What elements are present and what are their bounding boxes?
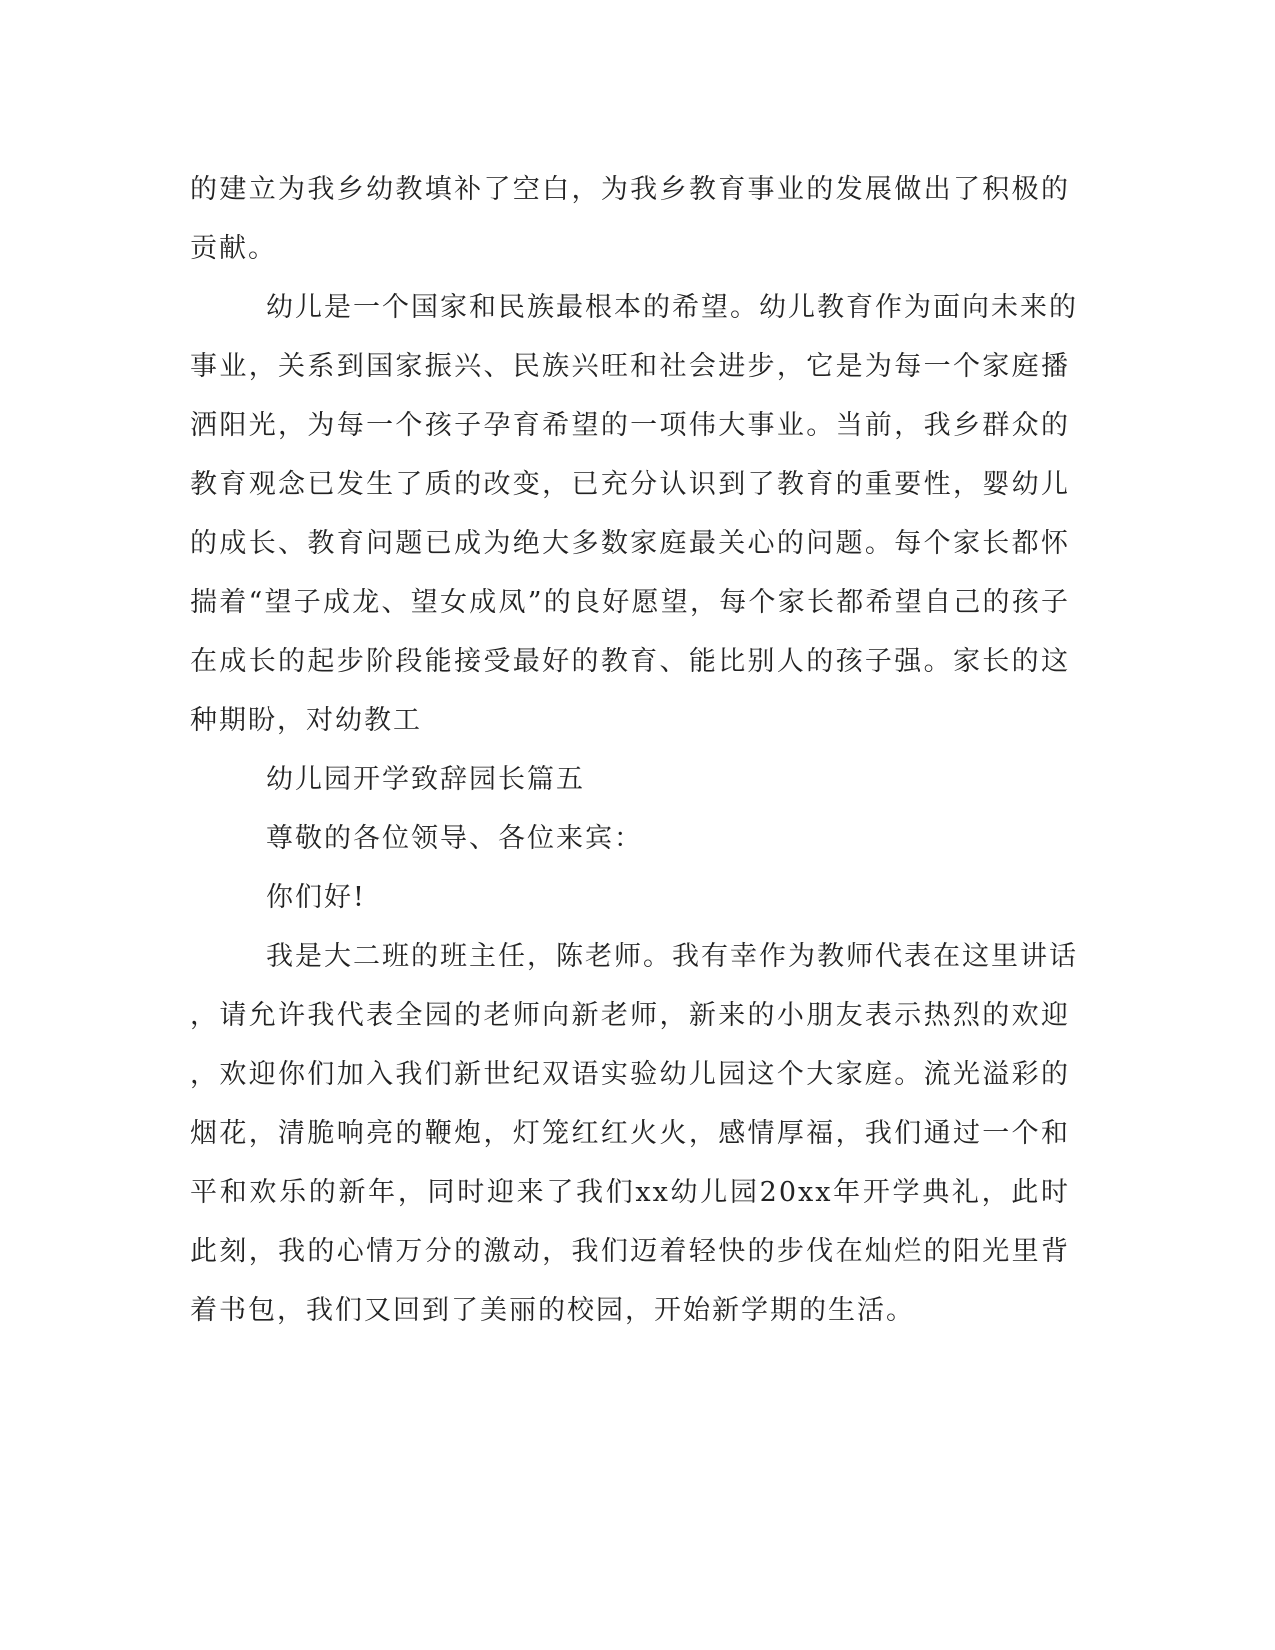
text-line: 的建立为我乡幼教填补了空白，为我乡教育事业的发展做出了积极的 [190, 174, 1070, 205]
paragraph-first-line: 幼儿是一个国家和民族最根本的希望。幼儿教育作为面向未来的 [266, 292, 1078, 323]
section-heading: 幼儿园开学致辞园长篇五 [266, 764, 585, 795]
text-line: ，欢迎你们加入我们新世纪双语实验幼儿园这个大家庭。流光溢彩的 [190, 1059, 1070, 1090]
text-line: 着书包，我们又回到了美丽的校园，开始新学期的生活。 [190, 1295, 915, 1326]
text-line: 烟花，清脆响亮的鞭炮，灯笼红红火火，感情厚福，我们通过一个和 [190, 1118, 1070, 1149]
document-body [190, 160, 1078, 1340]
text-line: 在成长的起步阶段能接受最好的教育、能比别人的孩子强。家长的这 [190, 646, 1070, 677]
text-line: 贡献。 [190, 233, 277, 264]
text-line: 教育观念已发生了质的改变，已充分认识到了教育的重要性，婴幼儿 [190, 469, 1070, 500]
paragraph-first-line: 我是大二班的班主任，陈老师。我有幸作为教师代表在这里讲话 [266, 941, 1078, 972]
text-line: ，请允许我代表全园的老师向新老师，新来的小朋友表示热烈的欢迎 [190, 1000, 1070, 1031]
text-line: 此刻，我的心情万分的激动，我们迈着轻快的步伐在灿烂的阳光里背 [190, 1236, 1070, 1267]
text-line: 洒阳光，为每一个孩子孕育希望的一项伟大事业。当前，我乡群众的 [190, 410, 1070, 441]
text-line: 平和欢乐的新年，同时迎来了我们xx幼儿园20xx年开学典礼，此时 [190, 1177, 1070, 1208]
text-line: 种期盼，对幼教工 [190, 705, 422, 736]
text-line: 揣着“望子成龙、望女成凤”的良好愿望，每个家长都希望自己的孩子 [190, 587, 1070, 618]
salutation: 尊敬的各位领导、各位来宾： [266, 823, 643, 854]
text-line: 事业，关系到国家振兴、民族兴旺和社会进步，它是为每一个家庭播 [190, 351, 1070, 382]
greeting: 你们好! [266, 882, 366, 913]
text-line: 的成长、教育问题已成为绝大多数家庭最关心的问题。每个家长都怀 [190, 528, 1070, 559]
